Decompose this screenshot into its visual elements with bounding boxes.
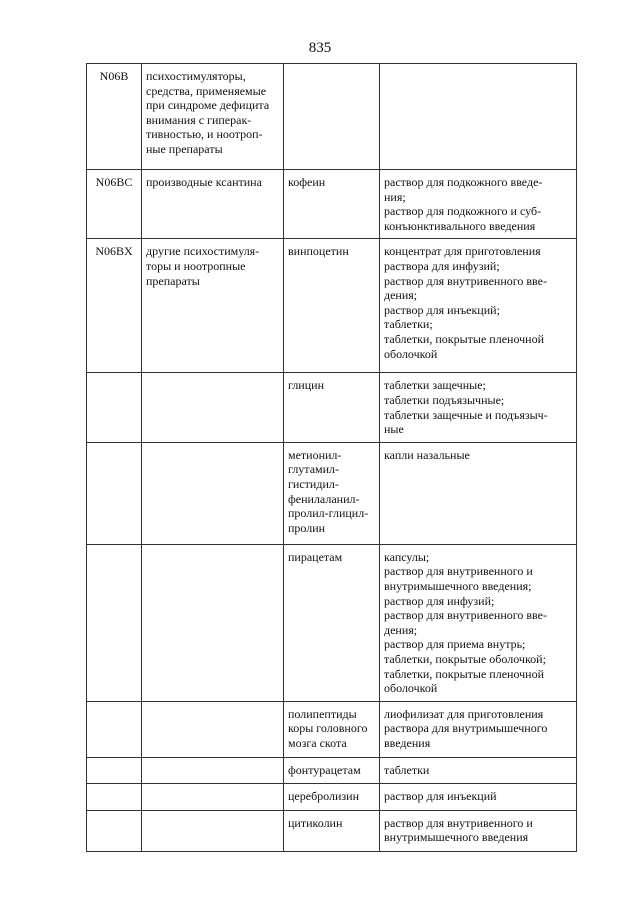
table-row xyxy=(87,544,577,701)
atc-code-cell xyxy=(87,544,142,701)
dosage-forms-cell: концентрат для приготовления раствора для инфузий; раствор для внутривенного вве- дения; раствор для инъекций; таблетки; таблетки, покрытые пленочной оболочкой xyxy=(380,239,577,373)
table-row xyxy=(87,239,577,373)
table-row xyxy=(87,442,577,544)
atc-code-cell xyxy=(87,373,142,442)
atc-code-cell xyxy=(87,701,142,757)
table-row xyxy=(87,64,577,170)
dosage-forms-cell: таблетки защечные; таблетки подъязычные; таблетки защечные и подъязыч- ные xyxy=(380,373,577,442)
drug-classification-table xyxy=(86,63,577,852)
table-row xyxy=(87,757,577,783)
dosage-forms-cell: таблетки xyxy=(380,757,577,783)
substance-cell: метионил- глутамил- гистидил- фенилаланил- пролил-глицил- пролин xyxy=(284,442,380,544)
group-name-cell: психостимуляторы, средства, применяемые при синдроме дефицита внимания с гиперак- тивностью, и ноотроп- ные препараты xyxy=(142,64,284,170)
table-row xyxy=(87,373,577,442)
atc-code-cell xyxy=(87,810,142,851)
group-name-cell xyxy=(142,373,284,442)
substance-cell: пирацетам xyxy=(284,544,380,701)
substance-cell: винпоцетин xyxy=(284,239,380,373)
dosage-forms-cell xyxy=(380,64,577,170)
group-name-cell xyxy=(142,810,284,851)
group-name-cell xyxy=(142,783,284,810)
atc-code-cell xyxy=(87,783,142,810)
group-name-cell xyxy=(142,757,284,783)
dosage-forms-cell: раствор для внутривенного и внутримышечного введения xyxy=(380,810,577,851)
atc-code-cell xyxy=(87,757,142,783)
atc-code-cell: N06BC xyxy=(87,170,142,239)
dosage-forms-cell: раствор для инъекций xyxy=(380,783,577,810)
table-row xyxy=(87,701,577,757)
substance-cell: церебролизин xyxy=(284,783,380,810)
dosage-forms-cell: раствор для подкожного введе- ния; раствор для подкожного и суб- конъюнктивального введения xyxy=(380,170,577,239)
group-name-cell xyxy=(142,701,284,757)
table-row xyxy=(87,783,577,810)
atc-code-cell xyxy=(87,442,142,544)
dosage-forms-cell: лиофилизат для приготовления раствора для внутримышечного введения xyxy=(380,701,577,757)
group-name-cell xyxy=(142,442,284,544)
substance-cell: цитиколин xyxy=(284,810,380,851)
atc-code-cell: N06BX xyxy=(87,239,142,373)
substance-cell: полипептиды коры головного мозга скота xyxy=(284,701,380,757)
substance-cell: кофеин xyxy=(284,170,380,239)
substance-cell: глицин xyxy=(284,373,380,442)
page-number: 835 xyxy=(308,40,332,56)
dosage-forms-cell: капли назальные xyxy=(380,442,577,544)
group-name-cell: другие психостимуля- торы и ноотропные препараты xyxy=(142,239,284,373)
substance-cell xyxy=(284,64,380,170)
group-name-cell: производные ксантина xyxy=(142,170,284,239)
substance-cell: фонтурацетам xyxy=(284,757,380,783)
dosage-forms-cell: капсулы; раствор для внутривенного и внутримышечного введения; раствор для инфузий; раствор для внутривенного вве- дения; раствор для приема внутрь; таблетки, покрытые оболочкой; таблетки, покрытые пленочной оболочкой xyxy=(380,544,577,701)
table-row xyxy=(87,810,577,851)
group-name-cell xyxy=(142,544,284,701)
table-row xyxy=(87,170,577,239)
atc-code-cell: N06B xyxy=(87,64,142,170)
